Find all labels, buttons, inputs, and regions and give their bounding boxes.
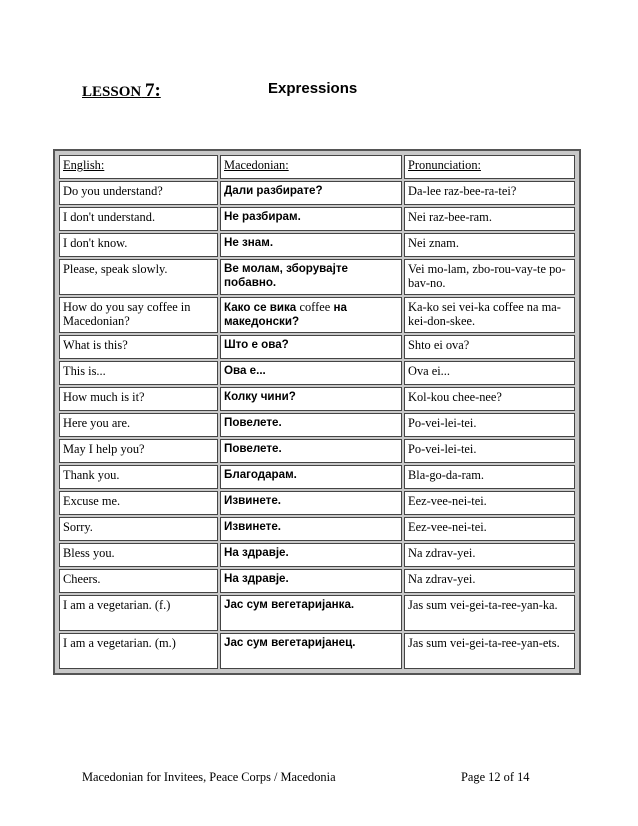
pronunciation-cell: Nei raz-bee-ram. [404,207,575,231]
macedonian-text: Како се вика [224,301,297,314]
macedonian-cell: Колку чини? [220,387,402,411]
macedonian-cell [220,297,402,333]
macedonian-text: на македонски? [224,301,347,328]
pronunciation-cell: Eez-vee-nei-tei. [404,517,575,541]
lesson-label [82,80,161,102]
page-title: Expressions [268,80,358,97]
macedonian-cell: Што е ова? [220,335,402,359]
table-row [59,439,575,463]
table-row [59,633,575,669]
table-row [59,595,575,631]
macedonian-cell: Извинете. [220,517,402,541]
table-row [59,297,575,333]
english-cell: How do you say coffee in Macedonian? [59,297,218,333]
table-row [59,465,575,489]
english-cell: Do you understand? [59,181,218,205]
table-header-row [59,155,575,179]
pronunciation-cell: Na zdrav-yei. [404,569,575,593]
english-cell: Please, speak slowly. [59,259,218,295]
pronunciation-cell: Jas sum vei-gei-ta-ree-yan-ets. [404,633,575,669]
pronunciation-cell: Po-vei-lei-tei. [404,413,575,437]
pronunciation-cell: Kol-kou chee-nee? [404,387,575,411]
table-row [59,259,575,295]
table-row [59,517,575,541]
column-header-macedonian: Macedonian: [220,155,402,179]
pronunciation-cell: Na zdrav-yei. [404,543,575,567]
column-header-english: English: [59,155,218,179]
expressions-table [53,149,581,675]
english-cell: Thank you. [59,465,218,489]
english-cell: I don't know. [59,233,218,257]
table-row [59,413,575,437]
english-cell: How much is it? [59,387,218,411]
macedonian-cell: Благодарам. [220,465,402,489]
table-row [59,543,575,567]
english-cell: Bless you. [59,543,218,567]
english-cell: May I help you? [59,439,218,463]
english-cell: Here you are. [59,413,218,437]
column-header-pronunciation: Pronunciation: [404,155,575,179]
english-cell: I don't understand. [59,207,218,231]
table-row [59,387,575,411]
english-cell: I am a vegetarian. (f.) [59,595,218,631]
lesson-word: LESSON [82,84,142,100]
pronunciation-cell: Vei mo-lam, zbo-rou-vay-te po-bav-no. [404,259,575,295]
table-row [59,491,575,515]
macedonian-cell: Извинете. [220,491,402,515]
macedonian-cell: Повелете. [220,413,402,437]
macedonian-cell: На здравје. [220,569,402,593]
english-cell: This is... [59,361,218,385]
embedded-english-word: coffee [299,300,331,314]
pronunciation-cell: Jas sum vei-gei-ta-ree-yan-ka. [404,595,575,631]
pronunciation-cell: Nei znam. [404,233,575,257]
macedonian-cell: Не разбирам. [220,207,402,231]
english-cell: Sorry. [59,517,218,541]
footer-source: Macedonian for Invitees, Peace Corps / Macedonia [82,770,336,784]
pronunciation-cell: Bla-go-da-ram. [404,465,575,489]
english-cell: Cheers. [59,569,218,593]
pronunciation-cell: Eez-vee-nei-tei. [404,491,575,515]
table-row [59,207,575,231]
macedonian-cell: Јас сум вегетаријанка. [220,595,402,631]
macedonian-cell: На здравје. [220,543,402,567]
pronunciation-cell: Ova ei... [404,361,575,385]
macedonian-cell: Повелете. [220,439,402,463]
english-cell: I am a vegetarian. (m.) [59,633,218,669]
macedonian-cell: Дали разбирате? [220,181,402,205]
lesson-number: 7: [144,80,161,101]
english-cell: What is this? [59,335,218,359]
pronunciation-cell: Shto ei ova? [404,335,575,359]
pronunciation-cell: Po-vei-lei-tei. [404,439,575,463]
table-row [59,361,575,385]
pronunciation-cell: Ka-ko sei vei-ka coffee na ma-kei-don-skee. [404,297,575,333]
english-cell: Excuse me. [59,491,218,515]
macedonian-cell: Јас сум вегетаријанец. [220,633,402,669]
footer-page-number: Page 12 of 14 [461,770,530,784]
table-row [59,335,575,359]
macedonian-cell: Ве молам, зборувајте побавно. [220,259,402,295]
table-row [59,181,575,205]
table-row [59,569,575,593]
table-row [59,233,575,257]
pronunciation-cell: Da-lee raz-bee-ra-tei? [404,181,575,205]
macedonian-cell: Не знам. [220,233,402,257]
macedonian-cell: Ова е... [220,361,402,385]
